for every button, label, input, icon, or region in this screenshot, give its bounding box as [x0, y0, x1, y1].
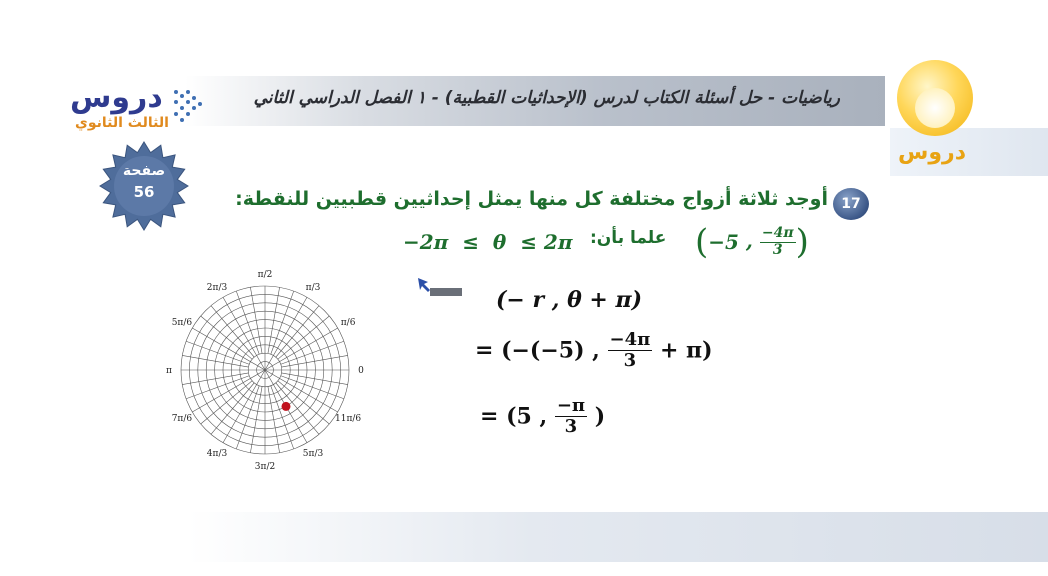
polar-angle-label: π/6 — [340, 318, 356, 328]
given-point: (−5 , $\frac{-4\pi}{3}$ ) — [695, 222, 809, 262]
logo-left-grade: الثالث الثانوي — [75, 115, 169, 131]
polar-angle-label: π/2 — [257, 270, 273, 280]
point-theta-denominator: 3 — [772, 241, 783, 258]
step-3-denominator: 3 — [564, 415, 578, 437]
polar-spoke — [182, 373, 248, 385]
polar-grid-lines — [181, 286, 349, 454]
theta-range: −2π ≤ θ ≤ 2π — [403, 230, 573, 254]
step-2-denominator: 3 — [623, 349, 637, 371]
polar-angle-label: 4π/3 — [206, 449, 228, 460]
step-3-numerator: −π — [556, 395, 586, 416]
step-2-suffix: + π) — [659, 337, 713, 364]
step-3-suffix: ) — [594, 403, 606, 430]
bottom-band — [188, 512, 1048, 562]
polar-spoke — [271, 386, 294, 449]
step-2-fraction — [608, 330, 653, 371]
polar-angle-label: π/3 — [305, 282, 321, 293]
condition-text: علما بأن: — [590, 228, 667, 248]
polar-spoke — [281, 341, 344, 364]
point-theta-numerator: −4π — [761, 225, 794, 242]
step-2-numerator: −4π — [609, 329, 651, 350]
polar-angle-label: 7π/6 — [171, 414, 193, 424]
polar-spoke — [250, 287, 262, 353]
polar-spoke — [250, 387, 262, 453]
polar-spoke — [182, 355, 248, 367]
step-2-prefix: = (−(−5) , — [475, 337, 600, 364]
polar-spoke — [271, 291, 294, 354]
polar-spoke — [268, 287, 280, 353]
polar-spoke — [236, 291, 259, 354]
polar-spoke — [236, 386, 259, 449]
question-number: 17 — [833, 188, 869, 220]
solution-step-2 — [475, 330, 713, 371]
polar-spoke — [186, 341, 249, 364]
solution-step-1: (− r , θ + π) — [496, 287, 643, 313]
logo-dots-icon — [172, 86, 204, 126]
polar-angle-label: 11π/6 — [335, 414, 362, 424]
logo-right-word: دروس — [898, 140, 966, 165]
polar-angle-label: 5π/3 — [302, 449, 324, 460]
point-r: −5 — [708, 230, 739, 254]
polar-spoke — [268, 387, 280, 453]
polar-angle-label: 0 — [358, 366, 364, 376]
polar-spoke — [186, 376, 249, 399]
polar-angle-label: 2π/3 — [206, 282, 228, 293]
logo-left-word: دروس — [70, 80, 163, 115]
polar-angle-label: 5π/6 — [171, 318, 193, 328]
polar-spoke — [282, 355, 348, 367]
polar-angle-label: π — [166, 366, 172, 376]
pointer-cursor-icon — [416, 276, 466, 298]
polar-angle-label: 3π/2 — [254, 462, 276, 472]
step-3-prefix: = (5 , — [480, 403, 548, 430]
page-badge-number: 56 — [133, 183, 155, 201]
question-text: أوجد ثلاثة أزواج مختلفة كل منها يمثل إحداثيين قطبيين للنقطة: — [235, 188, 828, 210]
page-badge-label: صفحة — [122, 163, 166, 179]
step-3-fraction — [555, 396, 587, 437]
solution-step-3 — [480, 396, 605, 437]
lesson-title: رياضيات - حل أسئلة الكتاب لدرس (الإحداثيات القطبية) - ١ الفصل الدراسي الثاني — [253, 88, 840, 108]
logo-right-emblem-inner — [915, 88, 955, 128]
polar-spoke — [282, 373, 348, 385]
plotted-point — [282, 402, 291, 411]
point-theta-fraction — [760, 226, 796, 258]
polar-spoke — [281, 376, 344, 399]
polar-grid — [160, 262, 380, 482]
